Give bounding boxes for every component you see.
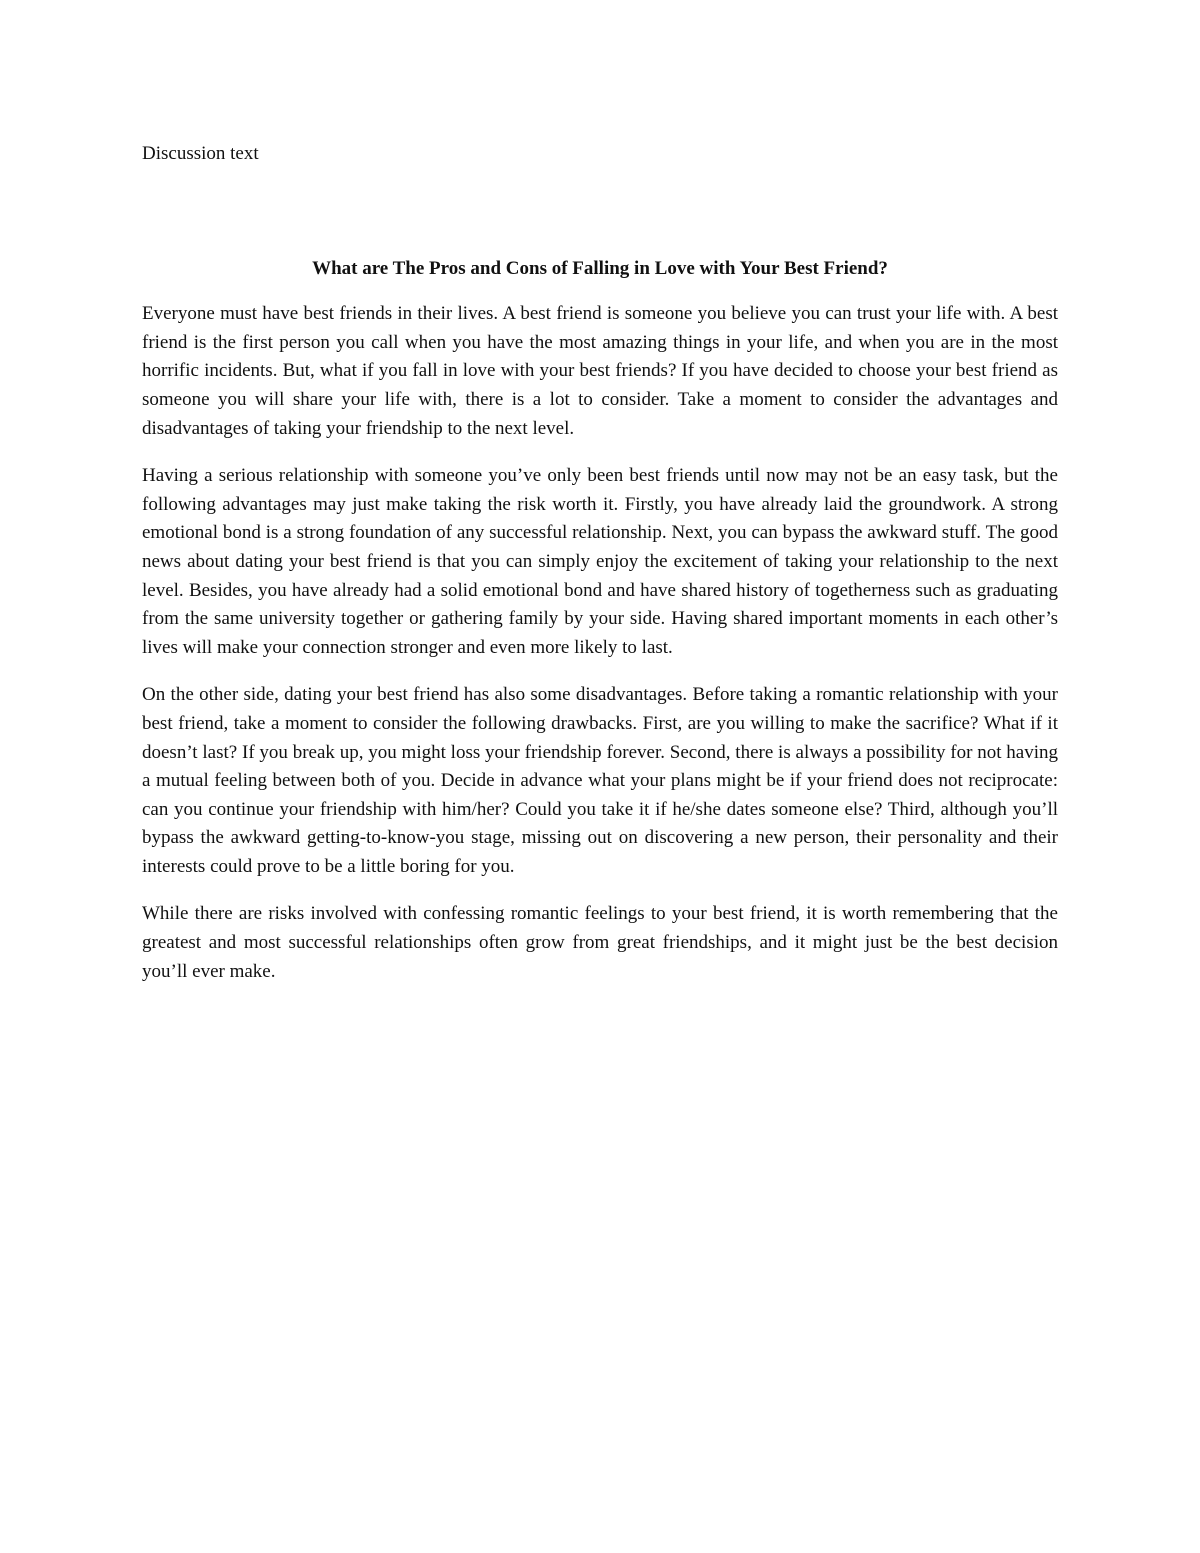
document-body — [142, 140, 1058, 986]
document-title: What are The Pros and Cons of Falling in Love with Your Best Friend? — [312, 257, 888, 279]
paragraph-conclusion: While there are risks involved with confessing romantic feelings to your best friend, it is worth remembering that the greatest and most successful relationships often grow from great friendships, and it might just be the best decision you’ll ever make. — [142, 903, 1058, 982]
text-type-label: Discussion text — [142, 143, 259, 164]
paragraph-advantages: Having a serious relationship with someone you’ve only been best friends until now may not be an easy task, but the following advantages may just make taking the risk worth it. Firstly, you have already laid the groundwork. A strong emotional bond is a strong foundation of any successful relationship. Next, you can bypass the awkward stuff. The good news about dating your best friend is that you can simply enjoy the excitement of taking your relationship to the next level. Besides, you have already had a solid emotional bond and have shared history of togetherness such as graduating from the same university together or gathering family by your side. Having shared important moments in each other’s lives will make your connection stronger and even more likely to last. — [142, 465, 1058, 658]
paragraph-disadvantages: On the other side, dating your best friend has also some disadvantages. Before taking a romantic relationship with your best friend, take a moment to consider the following drawbacks. First, are you willing to make the sacrifice? What if it doesn’t last? If you break up, you might loss your friendship forever. Second, there is always a possibility for not having a mutual feeling between both of you. Decide in advance what your plans might be if your friend does not reciprocate: can you continue your friendship with him/her? Could you take it if he/she dates someone else? Third, although you’ll bypass the awkward getting-to-know-you stage, missing out on discovering a new person, their personality and their interests could prove to be a little boring for you. — [142, 684, 1058, 877]
paragraph-introduction: Everyone must have best friends in their lives. A best friend is someone you believe you can trust your life with. A best friend is the first person you call when you have the most amazing things in your life, and when you are in the most horrific incidents. But, what if you fall in love with your best friends? If you have decided to choose your best friend as someone you will share your life with, there is a lot to consider. Take a moment to consider the advantages and disadvantages of taking your friendship to the next level. — [142, 303, 1058, 439]
